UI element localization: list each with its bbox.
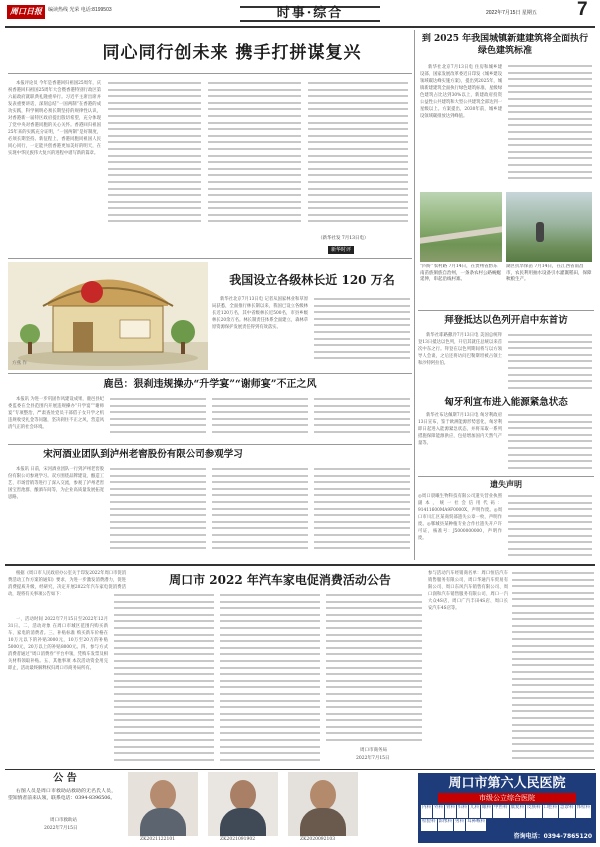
tel-info: 编读热线 光荣 电话:8199503 xyxy=(48,7,112,13)
public-notice-date: 2022年7月15日 xyxy=(44,826,78,831)
song-body-col2 xyxy=(110,468,206,556)
person-id-1: ZK2021122101 xyxy=(140,837,176,842)
department-tag: 骨科 xyxy=(445,805,456,818)
person-id-3: ZK2020092103 xyxy=(300,837,336,842)
page-date: 2022年7月15日 星期五 xyxy=(486,10,537,16)
hospital-title: 周口市第六人民医院 xyxy=(448,776,566,791)
masthead-rule xyxy=(5,26,595,28)
notice-top-rule xyxy=(418,476,594,477)
rural-road-caption: “四好”农村路 7月14日，在贵州省黔东南苗族侗族自治州，一条条农村公路蜿蜒延伸，串起沿线村寨。 xyxy=(420,264,501,282)
auto-dealers-col1: 参与活动汽车经销商名单：周口恒信汽车销售服务有限公司、周口华通汽车贸易有限公司、周口东风汽车销售有限公司、周口润和汽车销售服务有限公司、周口一汽大众4S店、周口广汽丰田4S店、周口长安汽车4S店等。 xyxy=(428,571,508,611)
bolivia-headline: 匈牙利宣布进入能源紧急状态 xyxy=(444,397,568,408)
person-photo-2 xyxy=(208,772,278,836)
song-body-col3 xyxy=(212,468,308,556)
notice-body-col1: ◎周口晨曦生物科技有限公司遗失营业执照副本，统一社会信用代码：91411600MA9F0000X，声明作废。◎周口市川汇区某商贸部遗失公章一枚，声明作废。◎郸城县某种植专业合作社遗失开户许可证，核准号：J5000000000，声明作废。 xyxy=(418,494,502,541)
lead-body-col4 xyxy=(308,82,408,232)
luyi-body-col4 xyxy=(314,398,410,442)
song-headline: 宋河酒业团队到泸州老窖股份有限公司参观学习 xyxy=(43,449,243,460)
department-tag: 眼科 xyxy=(481,805,492,818)
department-tag: 男科 xyxy=(454,819,465,832)
luyi-bottom-rule xyxy=(8,444,412,445)
auto-body-col3 xyxy=(220,594,320,766)
public-notice-issuer: 周口市救助站 xyxy=(50,818,77,823)
forest-body-col2 xyxy=(314,298,410,366)
department-tag: 中医科 xyxy=(493,805,509,818)
auto-body-col1: 一、活动时间 2022年7月15日至2022年12月31日。二、活动对象 在周口市城区范围内购买新车、家电的消费者。三、补贴标准 购买新车价格在10万元以下的补贴3000元，10万至20万的补贴5000元，20万以上的补贴8000元。四、参与方式 消费者通过“周口消费券”平台申领，凭购车发票及相关材料领取补贴。五、其他事项 本次活动资金用完即止，活动最终解释权归周口市商务局所有。 xyxy=(8,617,108,671)
drought-photo xyxy=(506,192,592,262)
luyi-headline: 鹿邑：狠刹违规操办“升学宴”“谢师宴”不正之风 xyxy=(103,379,317,390)
lead-headline: 同心同行创未来 携手打拼谋复兴 xyxy=(102,43,362,63)
auto-date: 2022年7月15日 xyxy=(356,756,390,761)
public-notice-top-rule xyxy=(5,769,595,770)
lead-source: （新华社发 7月13日电） xyxy=(318,236,369,241)
lead-head-rule xyxy=(8,73,412,74)
hospital-subtitle: 市级公立综合医院 xyxy=(438,793,576,803)
person-id-2: ZK2021091902 xyxy=(220,837,256,842)
page-number: 7 xyxy=(577,0,588,20)
auto-issuer: 周口市商务局 xyxy=(360,748,387,753)
border-body-col2 xyxy=(508,334,592,394)
auto-body-col4 xyxy=(326,594,422,744)
luyi-body-col1: 本报讯 为进一步巩固作风建设成果，鹿邑县纪委监委在全县范围内开展违规操办“升学宴”“谢师宴”专项整治，严肃查处党员干部借子女升学之机违规收受礼金等问题，坚决刹住不正之风，营造风清气正的社会环境。 xyxy=(8,397,104,430)
department-tag: 体检科 xyxy=(576,805,592,818)
urban-headline: 到 2025 年我国城镇新建建筑将全面执行绿色建筑标准 xyxy=(421,34,589,56)
auto-headline: 周口市 2022 年汽车家电促消费活动公告 xyxy=(169,573,391,587)
department-tag: 妇科 xyxy=(457,805,468,818)
department-tag: 口腔科 xyxy=(543,805,559,818)
lead-bottom-rule xyxy=(8,258,412,259)
drought-caption: 湖区抗旱保苗 7月14日，在江西省南昌市，农民利用抽水设备引水灌溉稻田，保障秋粮生产。 xyxy=(506,264,592,282)
lead-body-col1: 本报评论员 今年是香港回归祖国25周年，庆祝香港回归祖国25周年大会暨香港特别行政区第六届政府就职典礼隆重举行。习近平主席出席并发表重要讲话，深刻总结“一国两制”在香港的成功实践，科学阐明必须长期坚持的规律性认识，对香港新一届特区政府提出殷切希望，充分体现了党中央对香港同胞的关心关怀。香港回归祖国25年来的实践充分证明，“一国两制”是好制度，必须长期坚持。新征程上，香港同胞同祖国人民同心同行，一定能共创香港更加美好的明天，在实现中华民族伟大复兴的进程中谱写新的篇章。 xyxy=(8,81,101,156)
border-top-rule xyxy=(418,310,594,311)
lead-body-col2 xyxy=(108,82,201,232)
auto-body-col2 xyxy=(114,594,214,766)
song-body-col4 xyxy=(314,468,410,556)
department-tag: 康复科 xyxy=(510,805,526,818)
auto-top-rule xyxy=(5,564,595,566)
department-tag: 影像科 xyxy=(438,819,454,832)
auto-dealers-col2 xyxy=(512,572,594,766)
department-tag: 皮肤科 xyxy=(526,805,542,818)
forest-headline: 我国设立各级林长近 120 万名 xyxy=(229,273,395,287)
hospital-ad xyxy=(418,773,596,843)
public-notice-title: 公 告 xyxy=(53,773,77,784)
department-tag: 急诊科 xyxy=(559,805,575,818)
paper-logo: 周口日报 xyxy=(7,5,45,19)
notice-body-col2 xyxy=(508,495,592,561)
department-tag: 耳鼻喉科 xyxy=(466,819,486,832)
cartoon-caption: 方燕 作 xyxy=(12,361,27,366)
forest-body-col1: 新华社北京7月13日电 记者从国家林业和草原局获悉，全面推行林长制以来，我国已设立各级林长近120万名，其中省级林长近500名，市县乡级林长20余万名。林长制责任体系全面建立，森林草原资源保护发展责任得到有效落实。 xyxy=(212,297,308,330)
lead-body-col3 xyxy=(208,82,301,232)
hospital-hotline: 咨询电话：0394-7865120 xyxy=(513,833,592,840)
border-body-col1: 新华社耶路撒冷7月13日电 美国总统拜登13日抵达以色列，开启其就任总统以来首次中东之行。拜登在以色列期间将与以方领导人会谈，之后还将访问巴勒斯坦被占领土和沙特阿拉伯。 xyxy=(418,333,502,366)
department-tag: 儿科 xyxy=(469,805,480,818)
lead-source-tag: 新华时评 xyxy=(328,246,354,254)
luyi-body-col3 xyxy=(212,398,308,442)
song-body-col1: 本报讯 日前，宋河酒业团队一行到泸州老窖股份有限公司参观学习。双方围绕品牌建设、酿造工艺、市场营销等进行了深入交流，参观了泸州老窖国宝窖池群、酿酒车间等，为企业高质量发展拓宽思路。 xyxy=(8,467,104,500)
hospital-departments xyxy=(421,805,593,831)
urban-body-col2 xyxy=(508,65,592,190)
bolivia-body-col1: 新华社布达佩斯7月13日电 匈牙利政府13日宣布，鉴于欧洲能源形势恶化，匈牙利即日起进入能源紧急状态，并将采取一系列措施保障能源供应，包括增加国内天然气产量等。 xyxy=(418,413,502,446)
department-tag: 内科 xyxy=(421,805,432,818)
public-notice-body: 右图人员是周口市救助站救助的无名氏人员，望知情者前来认领，联系电话：0394-8396506。 xyxy=(8,789,116,801)
forest-cartoon xyxy=(8,262,208,370)
department-tag: 外科 xyxy=(433,805,444,818)
bolivia-body-col2 xyxy=(508,414,592,472)
department-tag: 检验科 xyxy=(421,819,437,832)
notice-title: 遗失声明 xyxy=(490,479,522,489)
house-illustration xyxy=(8,262,208,370)
section-title: 时事·综合 xyxy=(276,6,344,21)
person-photo-1 xyxy=(128,772,198,836)
column-divider xyxy=(414,30,415,560)
section-banner xyxy=(240,3,380,25)
house-sign-text xyxy=(122,322,148,336)
auto-intro: 根据《周口市人民政府办公室关于印发2022年周口市促消费活动工作方案的通知》要求，为进一步激发消费潜力，促进消费提质升级，经研究，决定开展2022年汽车家电促消费活动，现将有关事项公告如下： xyxy=(8,571,126,597)
forest-bottom-rule xyxy=(8,373,412,374)
urban-body-col1: 新华社北京7月13日电 住房和城乡建设部、国家发展改革委近日印发《城乡建设领域碳达峰实施方案》，提出到2025年，城镇新建建筑全面执行绿色建筑标准，星级绿色建筑占比达到30%以上，新建政府投资公益性公共建筑和大型公共建筑全部达到一星级以上。方案提出，2030年前，城乡建设领域碳排放达到峰值。 xyxy=(420,65,502,119)
border-headline: 拜登抵达以色列开启中东首访 xyxy=(444,315,568,326)
person-photo-3 xyxy=(288,772,358,836)
luyi-body-col2 xyxy=(110,398,206,442)
rural-road-photo xyxy=(420,192,502,262)
